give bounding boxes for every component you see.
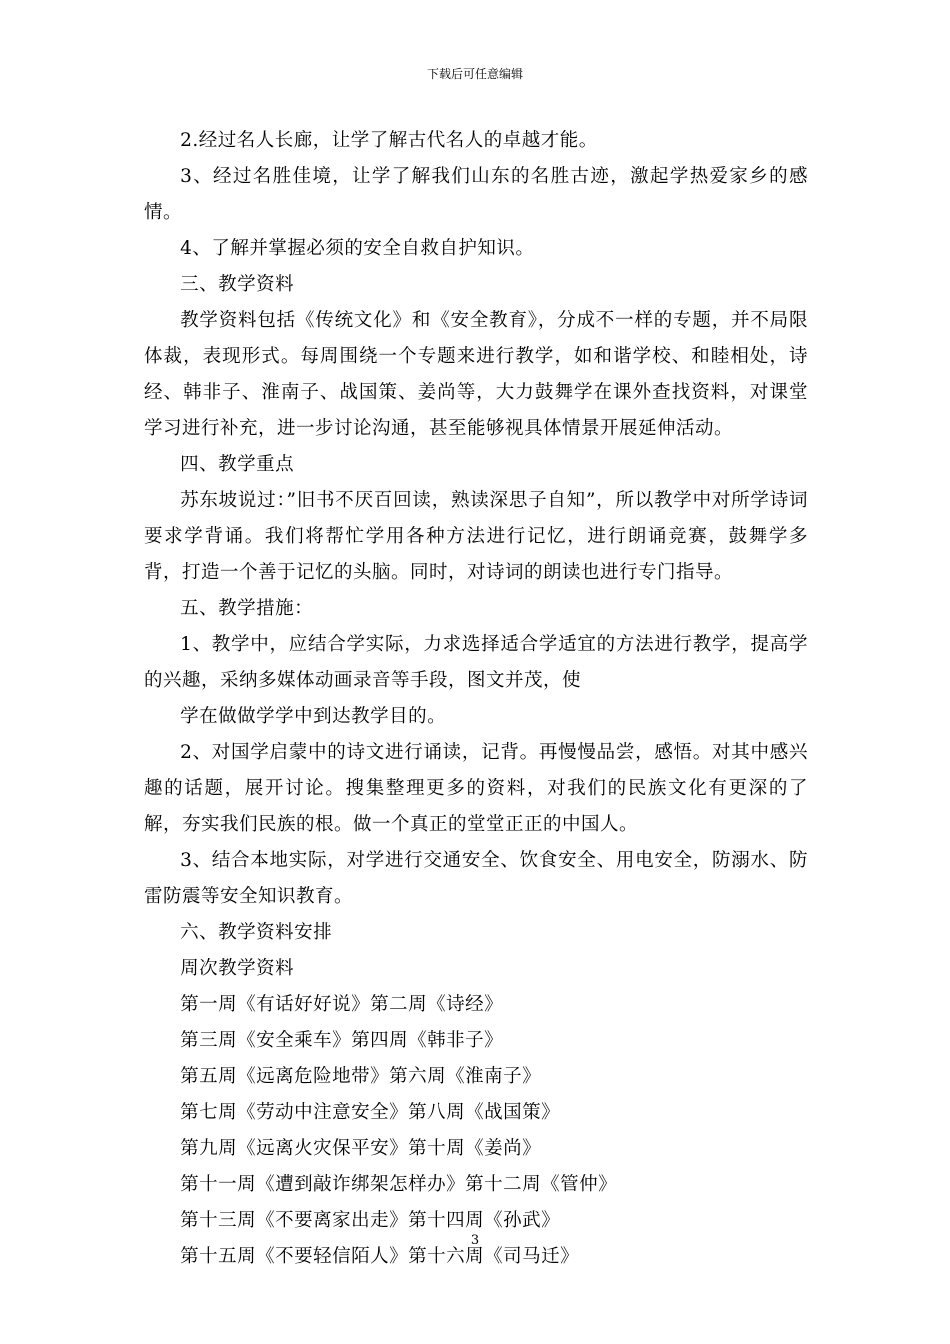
section-heading: 六、教学资料安排 <box>180 922 333 943</box>
schedule-row: 第十三周《不要离家出走》第十四周《孙武》 <box>180 1210 561 1231</box>
paragraph: 2、对国学启蒙中的诗文进行诵读，记背。再慢慢品尝，感悟。对其中感兴趣的话题，展开讨论。搜集整理更多的资料，对我们的民族文化有更深的了解，夯实我们民族的根。做一个真正的堂堂正正的中国人。 <box>144 742 808 835</box>
paragraph: 1、教学中，应结合学实际，力求选择适合学适宜的方法进行教学，提高学的兴趣，采纳多媒体动画录音等手段，图文并茂，使 <box>144 634 808 691</box>
page-number: 3 <box>470 1233 480 1248</box>
schedule-row: 第五周《远离危险地带》第六周《淮南子》 <box>180 1066 542 1087</box>
paragraph: 教学资料包括《传统文化》和《安全教育》，分成不一样的专题，并不局限体裁，表现形式。每周围绕一个专题来进行教学，如和谐学校、和睦相处，诗经、韩非子、淮南子、战国策、姜尚等，大力鼓舞学在课外查找资料，对课堂学习进行补充，进一步讨论沟通，甚至能够视具体情景开展延伸活动。 <box>144 310 808 439</box>
section-heading: 五、教学措施： <box>180 598 314 619</box>
schedule-row: 第三周《安全乘车》第四周《韩非子》 <box>180 1030 504 1051</box>
schedule-header: 周次教学资料 <box>180 958 295 979</box>
paragraph: 3、经过名胜佳境，让学了解我们山东的名胜古迹，激起学热爱家乡的感情。 <box>144 166 808 223</box>
paragraph: 2.经过名人长廊，让学了解古代名人的卓越才能。 <box>180 130 598 151</box>
document-body <box>144 123 808 1275</box>
section-heading: 三、教学资料 <box>180 274 295 295</box>
paragraph: 4、了解并掌握必须的安全自救自护知识。 <box>180 238 535 259</box>
section-heading: 四、教学重点 <box>180 454 295 475</box>
schedule-row: 第十一周《遭到敲诈绑架怎样办》第十二周《管仲》 <box>180 1174 618 1195</box>
schedule-row: 第一周《有话好好说》第二周《诗经》 <box>180 994 504 1015</box>
schedule-row: 第七周《劳动中注意安全》第八周《战国策》 <box>180 1102 561 1123</box>
schedule-row: 第九周《远离火灾保平安》第十周《姜尚》 <box>180 1138 542 1159</box>
paragraph: 学在做做学学中到达教学目的。 <box>180 706 447 727</box>
paragraph: 苏东坡说过：”旧书不厌百回读，熟读深思子自知”，所以教学中对所学诗词要求学背诵。我们将帮忙学用各种方法进行记忆，进行朗诵竞赛，鼓舞学多背，打造一个善于记忆的头脑。同时，对诗词的朗读也进行专门指导。 <box>144 490 808 583</box>
paragraph: 3、结合本地实际，对学进行交通安全、饮食安全、用电安全，防溺水、防雷防震等安全知识教育。 <box>144 850 808 907</box>
page-header-note: 下载后可任意编辑 <box>426 67 523 81</box>
schedule-row: 第十五周《不要轻信陌人》第十六周《司马迁》 <box>180 1246 580 1267</box>
